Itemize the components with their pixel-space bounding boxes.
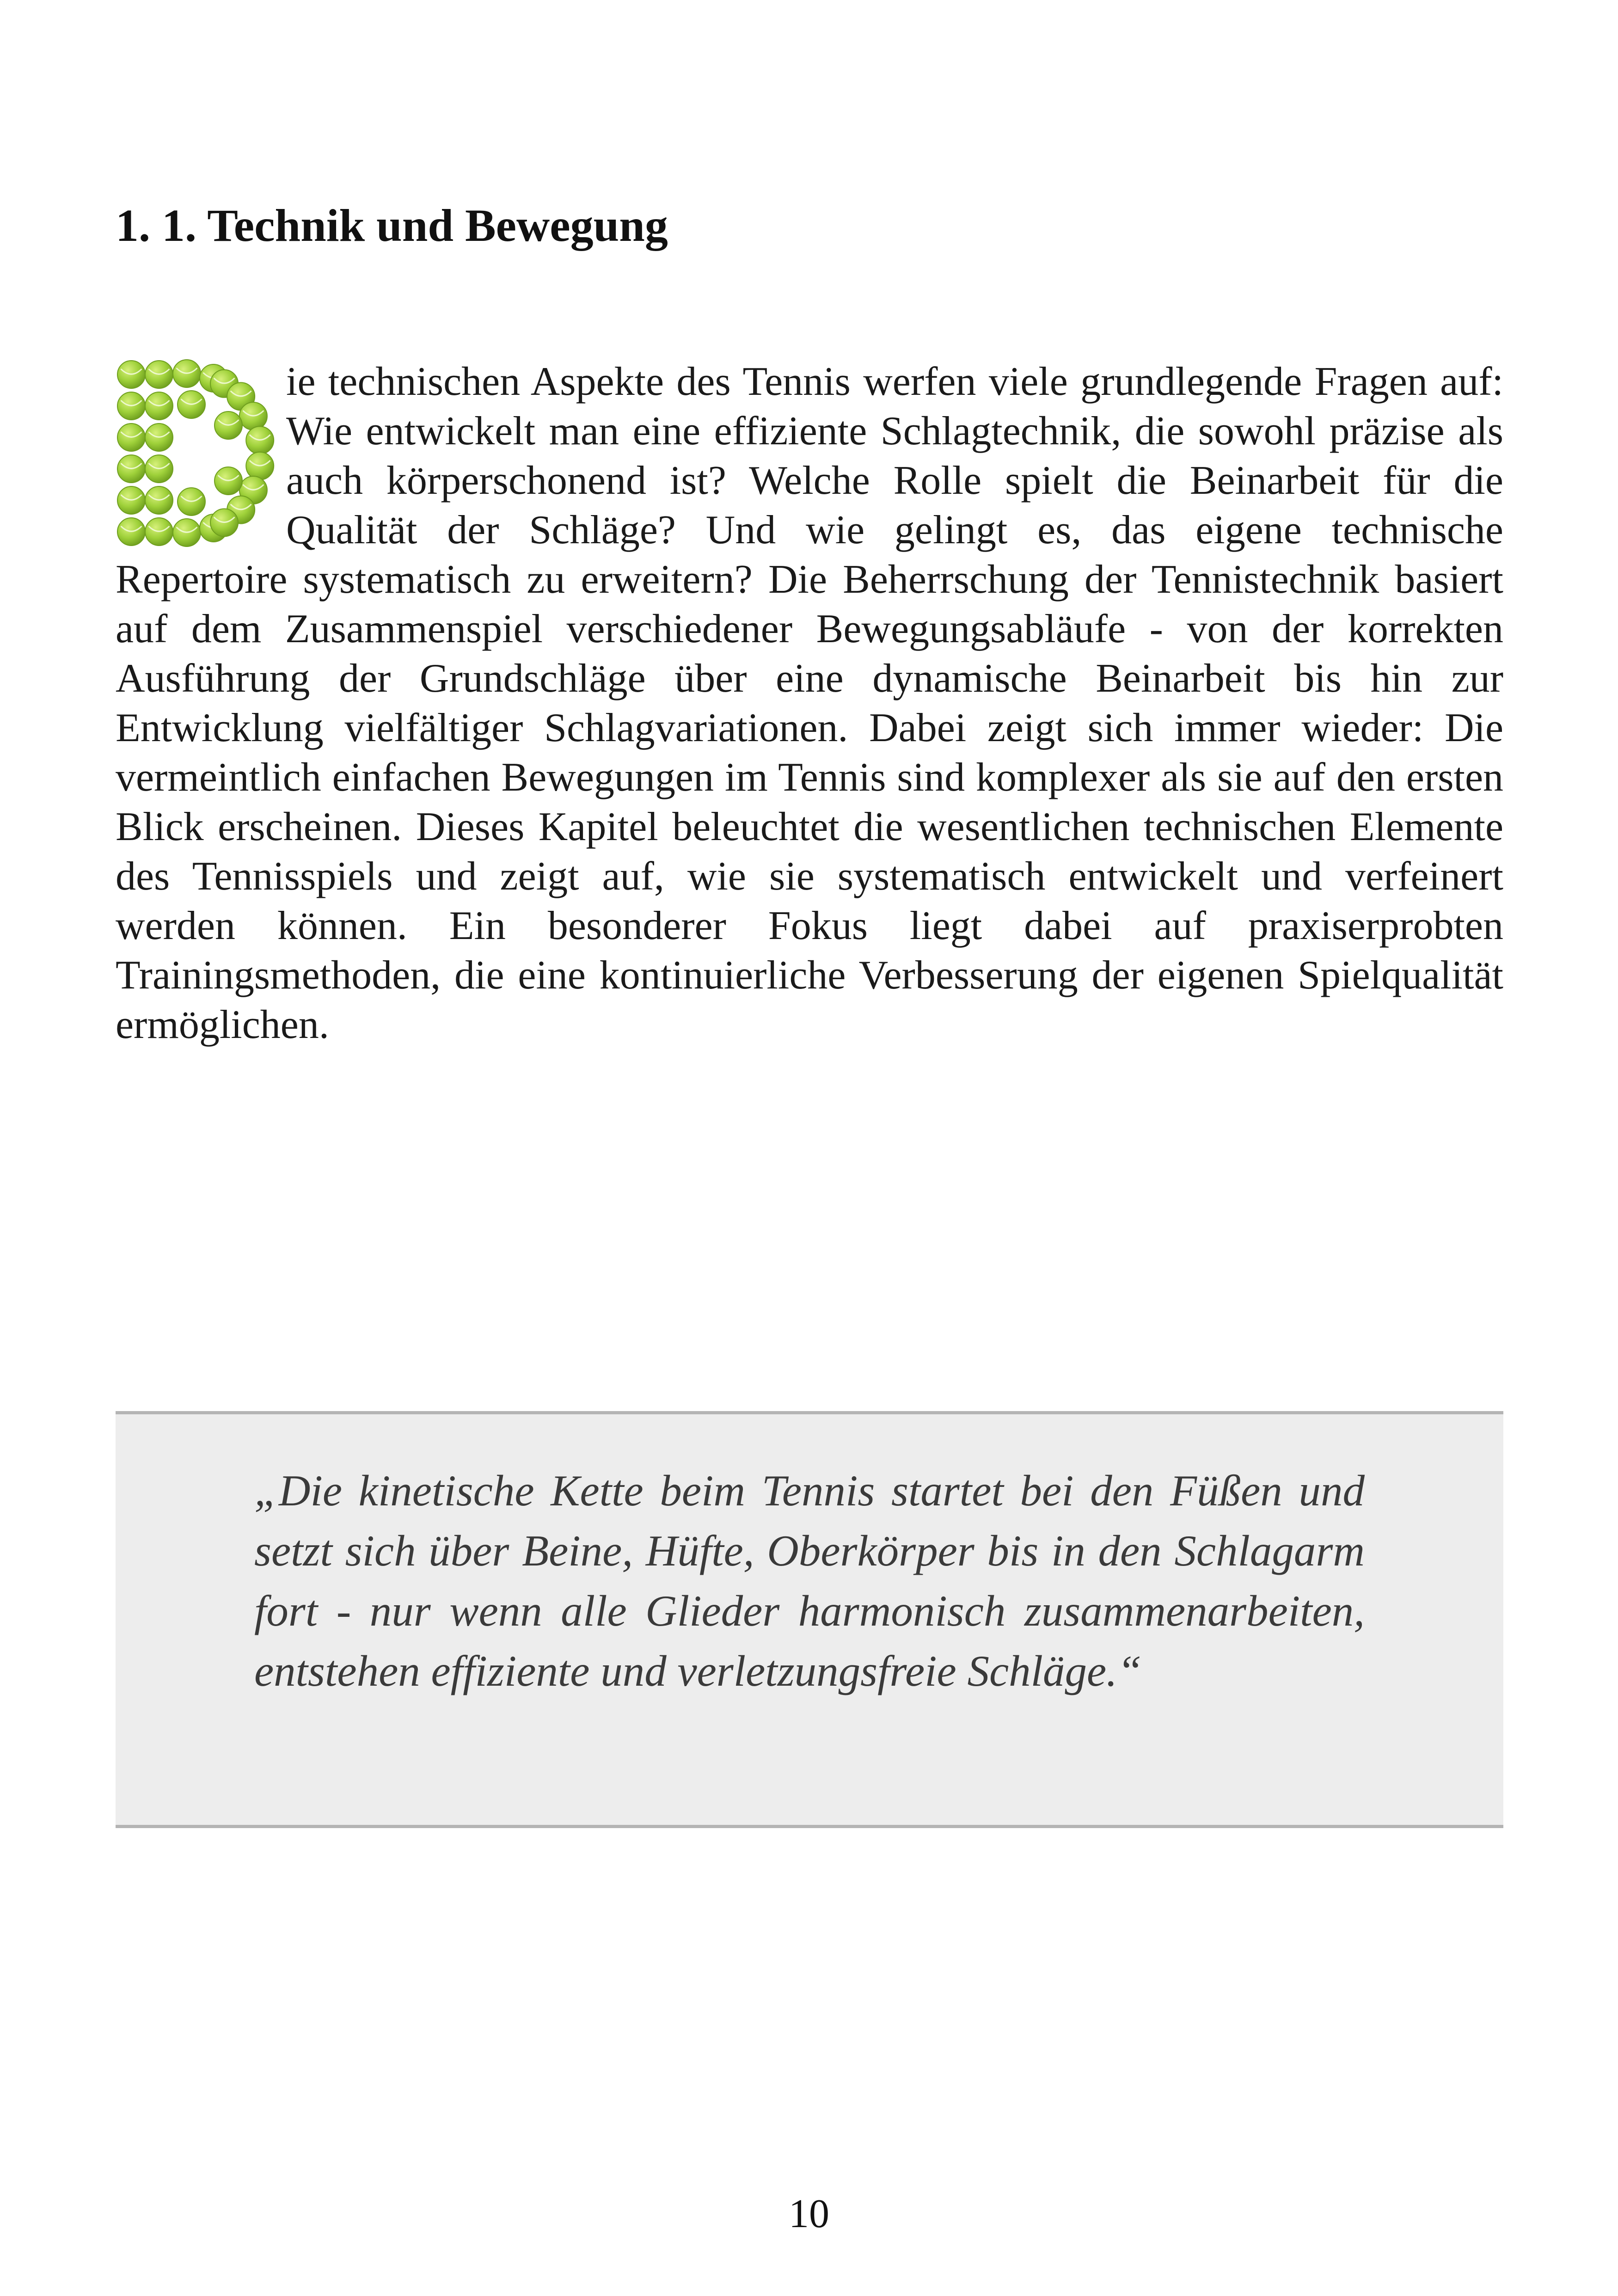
page-number: 10 [789, 2192, 829, 2236]
section-heading: 1. 1. Technik und Bewegung [116, 200, 668, 251]
intro-paragraph [116, 357, 1503, 1050]
paragraph-text: ie technischen Aspekte des Tennis werfen viele grundlegende Fragen auf: Wie entwickelt man eine effiziente Schlagtechnik, die sowohl präzise als auch körperschonend ist? Welche Rolle spielt die Beinarbeit für die Qualität der Schläge? Und wie gelingt es, das eigene technische Repertoire systematisch zu erweitern? Die Beherrschung der Tennistechnik basiert auf dem Zusammenspiel verschiedener Bewegungsabläufe - von der korrekten Ausführung der Grundschläge über eine dynamische Beinarbeit bis hin zur Entwicklung vielfältiger Schlagvariationen. Dabei zeigt sich immer wieder: Die vermeintlich einfachen Bewegungen im Tennis sind komplexer als sie auf den ersten Blick erscheinen. Dieses Kapitel beleuchtet die wesentlichen technischen Elemente des Tennisspiels und zeigt auf, wie sie systematisch entwickelt und verfeinert werden können. Ein besonderer Fokus liegt dabei auf praxiserprobten Trainingsmethoden, die eine kontinuierliche Verbesserung der eigenen Spielqualität ermöglichen. [116, 359, 1503, 1047]
pull-quote-text: „Die kinetische Kette beim Tennis startet bei den Füßen und setzt sich über Beine, Hüfte, Oberkörper bis in den Schlagarm fort - nur wenn alle Glieder harmonisch zusammenarbeiten, entstehen effiziente und verletzungsfreie Schläge.“ [254, 1466, 1365, 1695]
pull-quote-box [116, 1411, 1503, 1828]
tennis-ball-dropcap-icon [113, 356, 277, 550]
